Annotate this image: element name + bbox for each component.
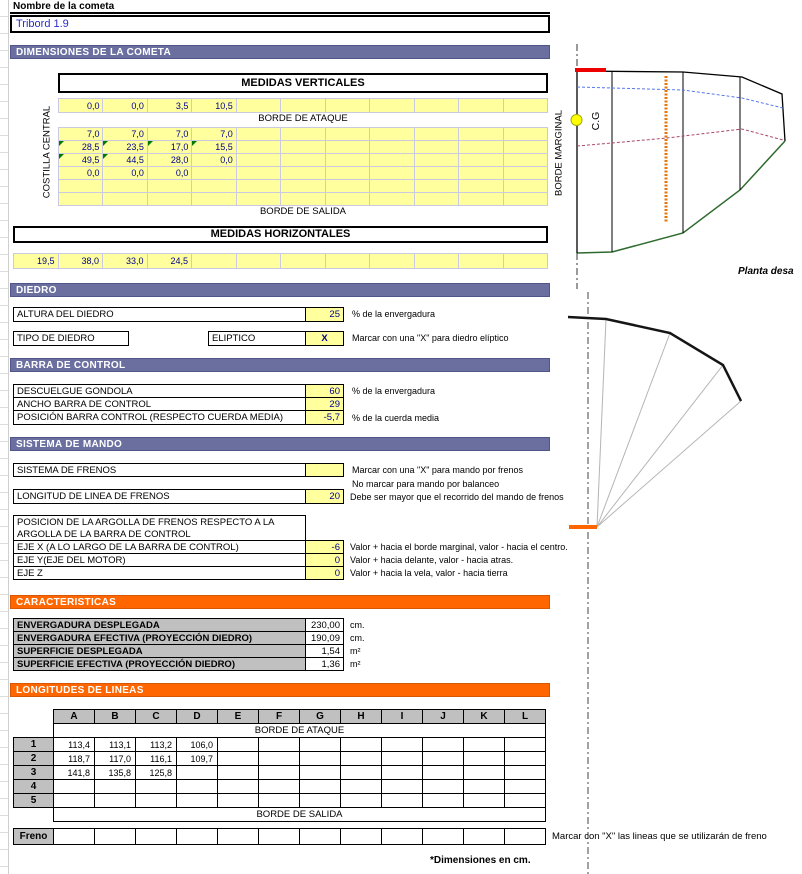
planta-caption: Planta desa [738, 266, 794, 277]
descuelgue-label: DESCUELGUE GONDOLA [13, 384, 306, 398]
posicion-barra-input[interactable]: -5,7 [305, 410, 344, 425]
freno-note: Marcar con "X" las lineas que se utilizarán de freno [552, 831, 767, 842]
line-col-header: E [218, 710, 259, 724]
tipo-diedro-option: ELIPTICO [208, 331, 306, 346]
superficie-efectiva-unit: m² [350, 659, 361, 669]
eje-x-input[interactable]: -6 [305, 540, 344, 554]
horizontal-measures-title: MEDIDAS HORIZONTALES [13, 226, 548, 243]
kite-name-input[interactable]: Tribord 1.9 [10, 15, 550, 33]
line-length-cell[interactable] [218, 766, 259, 780]
envergadura-desplegada-unit: cm. [350, 620, 365, 630]
line-length-cell[interactable] [259, 752, 300, 766]
altura-diedro-input[interactable]: 25 [305, 307, 344, 322]
vertical-measure-cell[interactable] [370, 154, 414, 167]
line-length-cell[interactable]: 135,8 [95, 766, 136, 780]
line-length-cell[interactable] [423, 738, 464, 752]
line-col-header: I [382, 710, 423, 724]
vertical-measure-cell[interactable]: 3,5 [147, 99, 191, 113]
line-length-cell[interactable] [218, 738, 259, 752]
altura-diedro-unit: % de la envergadura [352, 309, 436, 319]
eje-z-input[interactable]: 0 [305, 566, 344, 580]
vertical-measure-cell[interactable] [503, 154, 547, 167]
line-lengths-table [13, 709, 546, 822]
dihedral-arc [568, 317, 741, 401]
vertical-measure-cell[interactable] [370, 167, 414, 180]
eje-x-label: EJE X (A LO LARGO DE LA BARRA DE CONTROL) [13, 540, 306, 554]
vertical-measure-cell[interactable] [281, 154, 325, 167]
line-length-cell[interactable] [423, 752, 464, 766]
line-length-cell[interactable] [505, 794, 546, 808]
vertical-measure-cell[interactable] [281, 128, 325, 141]
line-length-cell[interactable]: 116,1 [136, 752, 177, 766]
line-length-cell[interactable] [54, 780, 95, 794]
vertical-measure-cell[interactable] [459, 167, 503, 180]
corner-spacer [14, 710, 54, 724]
ancho-barra-label: ANCHO BARRA DE CONTROL [13, 397, 306, 411]
argolla-label-line-2: ARGOLLA DE LA BARRA DE CONTROL [17, 529, 191, 540]
lower-guide-line [577, 129, 783, 146]
horizontal-measure-cell[interactable] [414, 254, 459, 269]
vertical-measures-top-row [58, 98, 548, 113]
vertical-measure-cell[interactable]: 49,5 [59, 154, 103, 167]
line-col-header: K [464, 710, 505, 724]
tipo-diedro-mark-input[interactable]: X [305, 331, 344, 346]
cg-marker [571, 115, 582, 126]
horizontal-measure-cell[interactable]: 38,0 [58, 254, 103, 269]
vertical-measure-cell[interactable] [325, 180, 369, 193]
leading-edge-label: BORDE DE ATAQUE [258, 113, 348, 124]
line-length-cell[interactable] [300, 752, 341, 766]
line-length-cell[interactable] [464, 780, 505, 794]
line-length-cell[interactable] [136, 794, 177, 808]
horizontal-measure-cell[interactable]: 33,0 [103, 254, 148, 269]
comment-indicator [148, 141, 153, 146]
vertical-measure-cell[interactable] [236, 128, 280, 141]
descuelgue-unit: % de la envergadura [352, 386, 436, 396]
vertical-measure-cell[interactable] [192, 193, 236, 206]
envergadura-efectiva-unit: cm. [350, 633, 365, 643]
trailing-edge-label: BORDE DE SALIDA [259, 206, 347, 217]
superficie-efectiva-label: SUPERFICIE EFECTIVA (PROYECCIÓN DIEDRO) [13, 657, 306, 671]
eje-x-note: Valor + hacia el borde marginal, valor - hacia el centro. [350, 542, 568, 552]
vertical-measure-cell[interactable] [459, 193, 503, 206]
vertical-measure-cell[interactable] [325, 167, 369, 180]
vertical-measure-cell[interactable] [281, 167, 325, 180]
line-length-cell[interactable] [95, 780, 136, 794]
vertical-measure-cell[interactable]: 0,0 [192, 154, 236, 167]
vertical-measure-cell[interactable] [503, 193, 547, 206]
vertical-measure-cell[interactable] [503, 141, 547, 154]
horizontal-measure-cell[interactable] [503, 254, 548, 269]
vertical-measure-cell[interactable]: 23,5 [103, 141, 147, 154]
envergadura-desplegada-label: ENVERGADURA DESPLEGADA [13, 618, 306, 632]
vertical-measure-cell[interactable] [103, 180, 147, 193]
vertical-measure-cell[interactable] [370, 99, 414, 113]
horizontal-measures-row [13, 253, 548, 269]
line-length-cell[interactable] [218, 780, 259, 794]
dimensions-footnote: *Dimensiones en cm. [430, 855, 531, 866]
tipo-diedro-note: Marcar con una "X" para diedro elíptico [352, 333, 509, 343]
vertical-measure-cell[interactable]: 44,5 [103, 154, 147, 167]
corner-spacer [14, 808, 54, 822]
vertical-measure-cell[interactable] [370, 193, 414, 206]
envergadura-efectiva-value: 190,09 [305, 631, 344, 645]
comment-indicator [59, 154, 64, 159]
section-barra: BARRA DE CONTROL [10, 358, 550, 372]
line-length-cell[interactable] [464, 738, 505, 752]
superficie-desplegada-unit: m² [350, 646, 361, 656]
line-length-cell[interactable] [177, 766, 218, 780]
kite-planform-leading-edge [577, 71, 785, 141]
fan-line-2 [597, 333, 670, 527]
freno-cell[interactable] [136, 829, 177, 845]
ancho-barra-input[interactable]: 29 [305, 397, 344, 411]
longitud-frenos-label: LONGITUD DE LINEA DE FRENOS [13, 489, 306, 504]
line-length-cell[interactable] [95, 794, 136, 808]
line-length-cell[interactable] [300, 738, 341, 752]
horizontal-measure-cell[interactable] [281, 254, 326, 269]
horizontal-measure-cell[interactable] [370, 254, 415, 269]
fan-line-4 [597, 401, 741, 527]
title-underline [10, 12, 550, 14]
longitud-frenos-note: Debe ser mayor que el recorrido del mando de frenos [350, 492, 564, 502]
line-row-header: 2 [14, 752, 54, 766]
comment-indicator [192, 141, 197, 146]
vertical-measure-cell[interactable]: 0,0 [59, 99, 103, 113]
line-length-cell[interactable] [259, 738, 300, 752]
cg-label: C.G [590, 111, 602, 131]
vertical-measure-cell[interactable] [325, 141, 369, 154]
line-length-cell[interactable] [341, 738, 382, 752]
envergadura-desplegada-value: 230,00 [305, 618, 344, 632]
vertical-measure-cell[interactable] [236, 180, 280, 193]
line-length-cell[interactable]: 113,2 [136, 738, 177, 752]
section-lineas: LONGITUDES DE LINEAS [10, 683, 550, 697]
section-caracteristicas: CARACTERISTICAS [10, 595, 550, 609]
superficie-desplegada-label: SUPERFICIE DESPLEGADA [13, 644, 306, 658]
sheet-left-gutter [0, 0, 9, 874]
line-length-cell[interactable] [382, 780, 423, 794]
comment-indicator [59, 141, 64, 146]
line-length-cell[interactable] [423, 780, 464, 794]
line-length-cell[interactable] [423, 766, 464, 780]
line-length-cell[interactable] [259, 766, 300, 780]
freno-cell[interactable] [341, 829, 382, 845]
line-col-header: B [95, 710, 136, 724]
line-length-cell[interactable] [382, 738, 423, 752]
freno-cell[interactable] [177, 829, 218, 845]
sistema-frenos-label: SISTEMA DE FRENOS [13, 463, 306, 477]
eje-y-label: EJE Y(EJE DEL MOTOR) [13, 553, 306, 567]
line-row-header: 5 [14, 794, 54, 808]
kite-planform-trailing-edge [577, 141, 785, 253]
line-row-header: 3 [14, 766, 54, 780]
line-length-cell[interactable] [382, 794, 423, 808]
freno-cell[interactable] [218, 829, 259, 845]
vertical-measure-cell[interactable] [147, 193, 191, 206]
upper-guide-line [577, 87, 783, 108]
freno-cell[interactable] [54, 829, 95, 845]
vertical-measure-cell[interactable]: 0,0 [103, 99, 147, 113]
vertical-measure-cell[interactable] [503, 180, 547, 193]
vertical-measure-cell[interactable] [370, 128, 414, 141]
freno-cell[interactable] [464, 829, 505, 845]
vertical-measures-grid [58, 127, 548, 206]
tipo-diedro-label: TIPO DE DIEDRO [13, 331, 129, 346]
line-length-cell[interactable]: 109,7 [177, 752, 218, 766]
freno-row-table [13, 828, 546, 845]
vertical-measure-cell[interactable]: 28,0 [147, 154, 191, 167]
posicion-barra-unit: % de la cuerda media [352, 413, 440, 423]
horizontal-measure-cell[interactable]: 24,5 [147, 254, 192, 269]
line-col-header: A [54, 710, 95, 724]
argolla-label-line-1: POSICION DE LA ARGOLLA DE FRENOS RESPECTO A LA [17, 517, 275, 528]
horizontal-measure-cell[interactable] [236, 254, 281, 269]
line-length-cell[interactable]: 113,1 [95, 738, 136, 752]
line-length-cell[interactable] [259, 780, 300, 794]
eje-y-note: Valor + hacia delante, valor - hacia atras. [350, 555, 514, 565]
vertical-measure-cell[interactable]: 15,5 [192, 141, 236, 154]
vertical-measure-cell[interactable] [236, 154, 280, 167]
comment-indicator [103, 141, 108, 146]
line-length-cell[interactable] [505, 752, 546, 766]
vertical-measure-cell[interactable] [192, 180, 236, 193]
line-length-cell[interactable] [218, 794, 259, 808]
line-row-header: 4 [14, 780, 54, 794]
line-length-cell[interactable] [54, 794, 95, 808]
freno-cell[interactable] [382, 829, 423, 845]
line-length-cell[interactable] [177, 780, 218, 794]
vertical-measure-cell[interactable] [281, 180, 325, 193]
vertical-measure-cell[interactable] [414, 141, 458, 154]
line-col-header: G [300, 710, 341, 724]
sistema-frenos-input[interactable] [305, 463, 344, 477]
section-diedro: DIEDRO [10, 283, 550, 297]
line-length-cell[interactable] [341, 752, 382, 766]
vertical-measure-cell[interactable]: 0,0 [103, 167, 147, 180]
vertical-measure-cell[interactable] [459, 141, 503, 154]
vertical-measure-cell[interactable] [459, 99, 503, 113]
vertical-measure-cell[interactable] [236, 141, 280, 154]
line-col-header: C [136, 710, 177, 724]
vertical-measure-cell[interactable] [147, 180, 191, 193]
vertical-measure-cell[interactable] [459, 128, 503, 141]
line-length-cell[interactable] [382, 752, 423, 766]
line-row-header: 1 [14, 738, 54, 752]
vertical-measure-cell[interactable] [503, 128, 547, 141]
vertical-measures-title: MEDIDAS VERTICALES [58, 73, 548, 93]
vertical-measure-cell[interactable] [59, 180, 103, 193]
descuelgue-input[interactable]: 60 [305, 384, 344, 398]
line-length-cell[interactable] [341, 766, 382, 780]
line-length-cell[interactable] [464, 794, 505, 808]
line-length-cell[interactable] [341, 780, 382, 794]
vertical-measure-cell[interactable] [325, 99, 369, 113]
lines-leading-edge-label: BORDE DE ATAQUE [54, 724, 546, 738]
line-length-cell[interactable]: 113,4 [54, 738, 95, 752]
eje-y-input[interactable]: 0 [305, 553, 344, 567]
borde-marginal-label: BORDE MARGINAL [553, 109, 565, 197]
longitud-frenos-input[interactable]: 20 [305, 489, 344, 504]
vertical-measure-cell[interactable]: 0,0 [147, 167, 191, 180]
vertical-measure-cell[interactable] [370, 180, 414, 193]
line-col-header: F [259, 710, 300, 724]
line-col-header: D [177, 710, 218, 724]
vertical-measure-cell[interactable] [281, 99, 325, 113]
line-length-cell[interactable] [505, 738, 546, 752]
vertical-measure-cell[interactable] [414, 193, 458, 206]
vertical-measure-cell[interactable] [414, 128, 458, 141]
line-length-cell[interactable]: 118,7 [54, 752, 95, 766]
line-length-cell[interactable]: 117,0 [95, 752, 136, 766]
freno-cell[interactable] [95, 829, 136, 845]
line-length-cell[interactable] [259, 794, 300, 808]
vertical-measure-cell[interactable] [503, 99, 547, 113]
vertical-measure-cell[interactable]: 0,0 [59, 167, 103, 180]
vertical-measure-cell[interactable] [236, 193, 280, 206]
vertical-measure-cell[interactable] [281, 141, 325, 154]
line-length-cell[interactable]: 141,8 [54, 766, 95, 780]
vertical-measure-cell[interactable] [414, 180, 458, 193]
line-col-header: H [341, 710, 382, 724]
line-length-cell[interactable] [177, 794, 218, 808]
line-col-header: J [423, 710, 464, 724]
vertical-measure-cell[interactable]: 10,5 [192, 99, 236, 113]
line-length-cell[interactable] [464, 752, 505, 766]
vertical-measure-cell[interactable] [236, 99, 280, 113]
vertical-measure-cell[interactable] [281, 193, 325, 206]
eje-z-label: EJE Z [13, 566, 306, 580]
vertical-measure-cell[interactable]: 7,0 [59, 128, 103, 141]
vertical-measure-cell[interactable] [236, 167, 280, 180]
comment-indicator [103, 154, 108, 159]
line-length-cell[interactable] [382, 766, 423, 780]
freno-cell[interactable] [259, 829, 300, 845]
freno-cell[interactable] [300, 829, 341, 845]
horizontal-measure-cell[interactable]: 19,5 [14, 254, 59, 269]
lines-trailing-edge-label: BORDE DE SALIDA [54, 808, 546, 822]
vertical-measure-cell[interactable] [414, 167, 458, 180]
vertical-measure-cell[interactable]: 7,0 [192, 128, 236, 141]
section-mando: SISTEMA DE MANDO [10, 437, 550, 451]
envergadura-efectiva-label: ENVERGADURA EFECTIVA (PROYECCIÓN DIEDRO) [13, 631, 306, 645]
freno-cell[interactable] [423, 829, 464, 845]
line-length-cell[interactable] [300, 794, 341, 808]
vertical-measure-cell[interactable]: 17,0 [147, 141, 191, 154]
vertical-measure-cell[interactable]: 7,0 [147, 128, 191, 141]
superficie-efectiva-value: 1,36 [305, 657, 344, 671]
vertical-measure-cell[interactable] [325, 193, 369, 206]
vertical-measure-cell[interactable] [325, 154, 369, 167]
line-col-header: L [505, 710, 546, 724]
horizontal-measure-cell[interactable] [325, 254, 370, 269]
vertical-measure-cell[interactable] [459, 154, 503, 167]
costilla-central-label: COSTILLA CENTRAL [41, 105, 53, 199]
vertical-measure-cell[interactable]: 28,5 [59, 141, 103, 154]
vertical-measure-cell[interactable] [370, 141, 414, 154]
vertical-measure-cell[interactable] [459, 180, 503, 193]
line-length-cell[interactable]: 125,8 [136, 766, 177, 780]
vertical-measure-cell[interactable]: 7,0 [103, 128, 147, 141]
horizontal-measure-cell[interactable] [192, 254, 237, 269]
line-length-cell[interactable] [423, 794, 464, 808]
line-length-cell[interactable] [136, 780, 177, 794]
horizontal-measure-cell[interactable] [459, 254, 504, 269]
posicion-barra-label: POSICIÓN BARRA CONTROL (RESPECTO CUERDA MEDIA) [13, 410, 306, 425]
vertical-measure-cell[interactable] [325, 128, 369, 141]
sistema-frenos-note-1: Marcar con una "X" para mando por frenos [352, 465, 523, 475]
line-length-cell[interactable] [341, 794, 382, 808]
vertical-measure-cell[interactable] [103, 193, 147, 206]
freno-row-header: Freno [14, 829, 54, 845]
vertical-measure-cell[interactable] [414, 154, 458, 167]
kite-name-label: Nombre de la cometa [13, 1, 115, 12]
corner-spacer [14, 724, 54, 738]
line-length-cell[interactable]: 106,0 [177, 738, 218, 752]
freno-cell[interactable] [505, 829, 546, 845]
sistema-frenos-note-2: No marcar para mando por balanceo [352, 479, 500, 489]
eje-z-note: Valor + hacia la vela, valor - hacia tierra [350, 568, 508, 578]
line-length-cell[interactable] [218, 752, 259, 766]
superficie-desplegada-value: 1,54 [305, 644, 344, 658]
fan-line-3 [597, 365, 723, 527]
line-length-cell[interactable] [505, 780, 546, 794]
vertical-measure-cell[interactable] [192, 167, 236, 180]
altura-diedro-label: ALTURA DEL DIEDRO [13, 307, 306, 322]
line-length-cell[interactable] [505, 766, 546, 780]
vertical-measure-cell[interactable] [59, 193, 103, 206]
line-length-cell[interactable] [464, 766, 505, 780]
line-length-cell[interactable] [300, 780, 341, 794]
section-dimensiones: DIMENSIONES DE LA COMETA [10, 45, 550, 59]
fan-line-1 [597, 319, 606, 527]
line-length-cell[interactable] [300, 766, 341, 780]
vertical-measure-cell[interactable] [414, 99, 458, 113]
vertical-measure-cell[interactable] [503, 167, 547, 180]
